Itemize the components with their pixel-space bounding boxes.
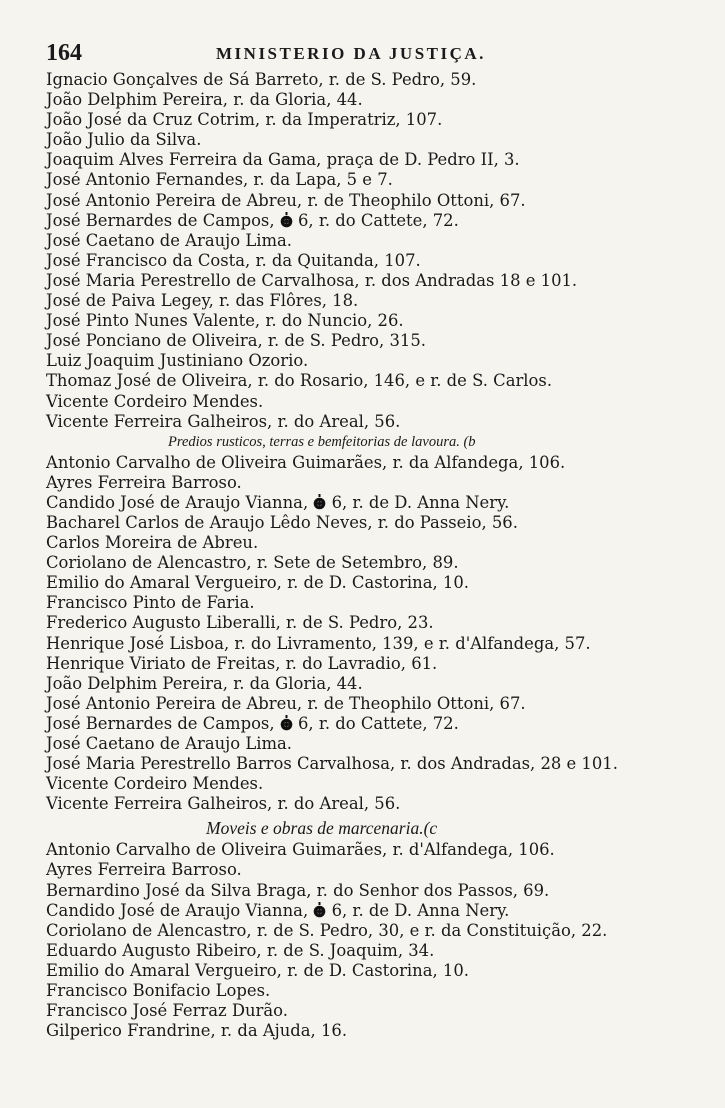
- entry-text: Vicente Cordeiro Mendes.: [46, 774, 264, 794]
- directory-entry: [46, 70, 706, 90]
- directory-entry: [46, 794, 706, 814]
- entry-text: Emilio do Amaral Vergueiro, r. de D. Castorina, 10.: [46, 960, 469, 980]
- directory-entry: [46, 593, 706, 613]
- entry-text: Coriolano de Alencastro, r. de S. Pedro, 30, e r. da Constituição, 22.: [46, 920, 608, 940]
- page-header: [46, 40, 686, 68]
- directory-entry: [46, 613, 706, 633]
- entry-text: Vicente Ferreira Galheiros, r. do Areal, 56.: [46, 411, 401, 431]
- section-title: Moveis e obras de marcenaria.(c: [206, 818, 438, 839]
- entry-text-continued: 6, r. de D. Anna Nery.: [326, 492, 510, 512]
- directory-entry: [46, 473, 706, 493]
- entry-text: José de Paiva Legey, r. das Flôres, 18.: [46, 291, 359, 311]
- entry-text: José Bernardes de Campos,: [46, 210, 280, 230]
- directory-entry: [46, 351, 706, 371]
- entry-text-continued: 6, r. de D. Anna Nery.: [326, 900, 510, 920]
- entry-text: José Francisco da Costa, r. da Quitanda, 107.: [46, 250, 421, 270]
- directory-entry: [46, 654, 706, 674]
- directory-entry: [46, 961, 706, 981]
- page-number: 164: [46, 40, 82, 66]
- entry-text: José Caetano de Araujo Lima.: [46, 734, 292, 753]
- directory-entry: [46, 981, 706, 1001]
- entry-text: Bacharel Carlos de Araujo Lêdo Neves, r. do Passeio, 56.: [46, 512, 518, 532]
- directory-entry: [46, 674, 706, 694]
- entry-text: Bernardino José da Silva Braga, r. do Senhor dos Passos, 69.: [46, 880, 550, 900]
- directory-entry: [46, 881, 706, 901]
- entry-text: José Antonio Pereira de Abreu, r. de Theophilo Ottoni, 67.: [46, 693, 526, 713]
- directory-entry: [46, 271, 706, 291]
- entry-text: João Delphim Pereira, r. da Gloria, 44.: [46, 673, 363, 693]
- directory-entry: [46, 170, 706, 190]
- entry-text: José Maria Perestrello de Carvalhosa, r. dos Andradas 18 e 101.: [46, 270, 578, 290]
- directory-entry: [46, 941, 706, 961]
- entry-text: Eduardo Augusto Ribeiro, r. de S. Joaquim, 34.: [46, 940, 435, 960]
- directory-entry: [46, 453, 706, 473]
- entry-text: Ayres Ferreira Barroso.: [46, 472, 242, 492]
- entry-text: Ignacio Gonçalves de Sá Barreto, r. de S. Pedro, 59.: [46, 70, 477, 89]
- directory-entry: [46, 211, 706, 231]
- directory-entry: [46, 734, 706, 754]
- directory-entry: [46, 191, 706, 211]
- directory-entry: [46, 634, 706, 654]
- directory-entry: [46, 901, 706, 921]
- entry-text: Henrique José Lisboa, r. do Livramento, 139, e r. d'Alfandega, 57.: [46, 633, 591, 653]
- directory-entry: [46, 251, 706, 271]
- directory-entry: [46, 90, 706, 110]
- directory-entry: [46, 130, 706, 150]
- directory-entry: [46, 754, 706, 774]
- entry-text: Henrique Viriato de Freitas, r. do Lavradio, 61.: [46, 653, 438, 673]
- entry-text: Gilperico Frandrine, r. da Ajuda, 16.: [46, 1021, 348, 1041]
- directory-entry: [46, 573, 706, 593]
- directory-entry: [46, 231, 706, 251]
- directory-entry: [46, 714, 706, 734]
- directory-entry: [46, 150, 706, 170]
- directory-entry: [46, 110, 706, 130]
- directory-entry: [46, 291, 706, 311]
- entry-text: Antonio Carvalho de Oliveira Guimarães, r. da Alfandega, 106.: [46, 452, 566, 472]
- entry-text-continued: 6, r. do Cattete, 72.: [292, 210, 459, 230]
- section-title: Predios rusticos, terras e bemfeitorias de lavoura. (b: [168, 433, 476, 450]
- decoration-icon: [280, 715, 293, 731]
- entry-text: José Antonio Pereira de Abreu, r. de Theophilo Ottoni, 67.: [46, 190, 526, 210]
- entry-text: Candido José de Araujo Vianna,: [46, 900, 314, 920]
- directory-entry: [46, 533, 706, 553]
- directory-entry: [46, 311, 706, 331]
- directory-entry: [46, 493, 706, 513]
- entry-text: José Ponciano de Oliveira, r. de S. Pedro, 315.: [46, 331, 426, 351]
- directory-entry: [46, 392, 706, 412]
- directory-entry: [46, 371, 706, 391]
- entry-text: Emilio do Amaral Vergueiro, r. de D. Castorina, 10.: [46, 573, 469, 593]
- directory-entry: [46, 774, 706, 794]
- directory-entry: [46, 331, 706, 351]
- entry-text: Luiz Joaquim Justiniano Ozorio.: [46, 351, 309, 371]
- entry-text: José Bernardes de Campos,: [46, 713, 280, 733]
- decoration-icon: [313, 902, 326, 918]
- entry-text: João Delphim Pereira, r. da Gloria, 44.: [46, 90, 363, 110]
- directory-entry: [46, 553, 706, 573]
- directory-entry: [46, 412, 706, 432]
- entry-text: Thomaz José de Oliveira, r. do Rosario, 146, e r. de S. Carlos.: [46, 371, 553, 391]
- directory-entry: [46, 694, 706, 714]
- entry-text: Antonio Carvalho de Oliveira Guimarães, r. d'Alfandega, 106.: [46, 840, 555, 860]
- directory-entry: [46, 840, 706, 860]
- entry-text: Ayres Ferreira Barroso.: [46, 860, 242, 880]
- entry-text: Carlos Moreira de Abreu.: [46, 533, 259, 553]
- running-head: MINISTERIO DA JUSTIÇA.: [216, 44, 486, 63]
- directory-entry: [46, 921, 706, 941]
- directory-entry: [46, 1001, 706, 1021]
- entry-text-continued: 6, r. do Cattete, 72.: [292, 713, 459, 733]
- directory-entry: [46, 513, 706, 533]
- directory-entry: [46, 860, 706, 880]
- decoration-icon: [313, 494, 326, 510]
- entry-text: Francisco José Ferraz Durão.: [46, 1001, 288, 1021]
- entry-text: Francisco Bonifacio Lopes.: [46, 981, 271, 1001]
- entry-text: José Maria Perestrello Barros Carvalhosa, r. dos Andradas, 28 e 101.: [46, 754, 618, 774]
- entry-text: Joaquim Alves Ferreira da Gama, praça de D. Pedro II, 3.: [46, 150, 520, 170]
- entry-text: Coriolano de Alencastro, r. Sete de Setembro, 89.: [46, 553, 459, 573]
- entry-text: José Antonio Fernandes, r. da Lapa, 5 e 7.: [46, 170, 393, 190]
- entry-text: João Julio da Silva.: [46, 130, 202, 150]
- entry-text: José Caetano de Araujo Lima.: [46, 230, 292, 250]
- directory-entry: [46, 1021, 706, 1041]
- entry-text: José Pinto Nunes Valente, r. do Nuncio, 26.: [46, 311, 404, 331]
- entry-text: Vicente Ferreira Galheiros, r. do Areal, 56.: [46, 794, 401, 814]
- entry-text: João José da Cruz Cotrim, r. da Imperatriz, 107.: [46, 110, 443, 130]
- entry-text: Francisco Pinto de Faria.: [46, 593, 255, 613]
- entry-text: Candido José de Araujo Vianna,: [46, 492, 314, 512]
- decoration-icon: [280, 212, 293, 228]
- directory-listing: [46, 70, 706, 1041]
- entry-text: Frederico Augusto Liberalli, r. de S. Pedro, 23.: [46, 613, 434, 633]
- entry-text: Vicente Cordeiro Mendes.: [46, 391, 264, 411]
